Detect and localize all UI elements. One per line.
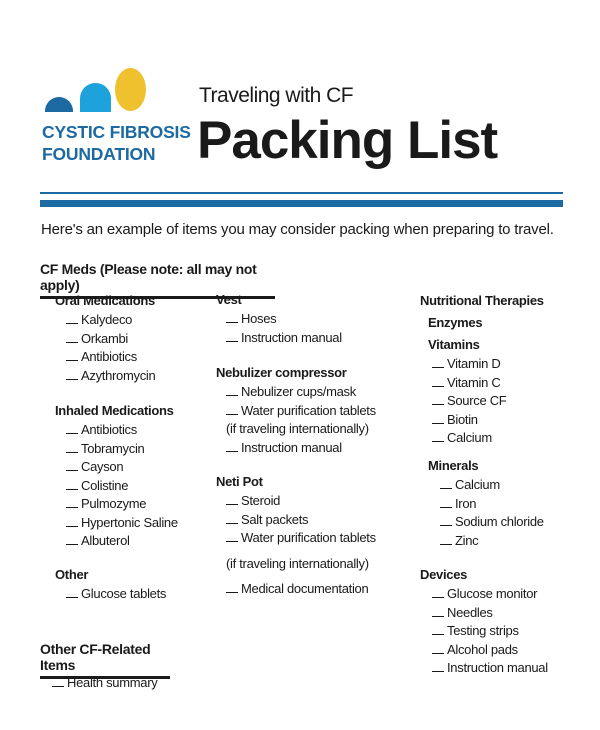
- checklist-item-label: Testing strips: [447, 623, 519, 638]
- group-nebulizer: [216, 365, 376, 458]
- checklist-item[interactable]: [216, 403, 376, 422]
- checklist-item-label: Medical documentation: [241, 581, 369, 596]
- subtitle: Traveling with CF: [199, 84, 354, 107]
- checklist-item-label: Calcium: [455, 477, 500, 492]
- checkbox-blank-line[interactable]: [432, 412, 444, 424]
- checklist-item[interactable]: [420, 477, 544, 496]
- checklist-item[interactable]: [216, 311, 342, 330]
- group-heading: Minerals: [428, 458, 479, 473]
- group-heading: Vest: [216, 292, 242, 307]
- group-vest: [216, 292, 342, 348]
- checklist-item-label: Glucose monitor: [447, 586, 538, 601]
- checkbox-blank-line[interactable]: [66, 422, 78, 434]
- group-health: [52, 675, 157, 694]
- checklist-item[interactable]: [55, 515, 178, 534]
- checklist-item[interactable]: [55, 478, 178, 497]
- checklist-item[interactable]: [216, 530, 376, 549]
- checklist-item[interactable]: [55, 586, 166, 605]
- logo-text: [42, 121, 191, 165]
- other-cf-items-heading: Other CF-Related Items: [40, 641, 170, 679]
- checkbox-blank-line[interactable]: [432, 375, 444, 387]
- checkbox-blank-line[interactable]: [432, 660, 444, 672]
- checklist-item-label: Zinc: [455, 532, 479, 548]
- checklist-item-label: Alcohol pads: [447, 641, 518, 657]
- group-vitamins: [420, 337, 506, 449]
- group-heading: Enzymes: [428, 315, 483, 330]
- checklist-item[interactable]: [420, 496, 544, 515]
- logo-line2: FOUNDATION: [42, 144, 156, 164]
- checklist-item-label: Needles: [447, 604, 493, 620]
- checkbox-blank-line[interactable]: [66, 586, 78, 598]
- checklist-item-label: Vitamin C: [447, 374, 501, 390]
- checklist-item[interactable]: [55, 496, 178, 515]
- group-heading: Other: [55, 567, 89, 582]
- checkbox-blank-line[interactable]: [226, 440, 238, 452]
- checklist-item-label: Vitamin D: [447, 356, 501, 371]
- checklist-item-label: Sodium chloride: [455, 514, 544, 529]
- checkbox-blank-line[interactable]: [226, 311, 238, 323]
- group-heading: Inhaled Medications: [55, 403, 174, 418]
- group-heading: Devices: [420, 567, 468, 582]
- checklist-item-label: Biotin: [447, 411, 478, 427]
- checklist-item[interactable]: [55, 533, 178, 552]
- group-minerals: [420, 458, 544, 551]
- intro-text: Here's an example of items you may consider packing when preparing to travel.: [41, 221, 554, 238]
- checkbox-blank-line[interactable]: [226, 330, 238, 342]
- checklist-item-label: Hoses: [241, 311, 277, 326]
- checklist-item-label: Antibiotics: [81, 422, 137, 437]
- checklist-item-label: Antibiotics: [81, 349, 137, 364]
- checklist-item[interactable]: [420, 412, 506, 431]
- checkbox-blank-line[interactable]: [66, 441, 78, 453]
- checklist-item[interactable]: [216, 512, 376, 531]
- checkbox-blank-line[interactable]: [226, 493, 238, 505]
- checklist-item-label: Steroid: [241, 493, 281, 508]
- checklist-item-label: Water purification tablets: [241, 530, 376, 545]
- checkbox-blank-line[interactable]: [66, 349, 78, 361]
- checkbox-blank-line[interactable]: [226, 530, 238, 542]
- divider-thin: [40, 192, 563, 194]
- checklist-item[interactable]: [420, 375, 506, 394]
- checklist-item-label: Glucose tablets: [81, 586, 167, 601]
- checklist-item-label: Source CF: [447, 393, 507, 408]
- checkbox-blank-line[interactable]: [66, 459, 78, 471]
- checklist-item-label: Colistine: [81, 477, 129, 493]
- checklist-item-note: [216, 556, 376, 575]
- checkbox-blank-line[interactable]: [66, 478, 78, 490]
- group-devices: [420, 567, 548, 679]
- checklist-item-label: Instruction manual: [447, 660, 548, 675]
- divider-thick: [40, 200, 563, 207]
- logo-yellow-circle: [115, 68, 146, 111]
- checklist-item-label: Iron: [455, 495, 477, 511]
- checkbox-blank-line[interactable]: [226, 581, 238, 593]
- checklist-item-note: [216, 421, 376, 440]
- checkbox-blank-line[interactable]: [440, 496, 452, 508]
- checklist-item[interactable]: [216, 493, 376, 512]
- checklist-item[interactable]: [216, 581, 376, 600]
- checkbox-blank-line[interactable]: [432, 605, 444, 617]
- checkbox-blank-line[interactable]: [66, 331, 78, 343]
- checkbox-blank-line[interactable]: [66, 368, 78, 380]
- checklist-item[interactable]: [420, 356, 506, 375]
- group-heading: Vitamins: [428, 337, 480, 352]
- group-other: [55, 567, 166, 605]
- checklist-item[interactable]: [55, 422, 178, 441]
- checklist-item[interactable]: [420, 586, 548, 605]
- checklist-item[interactable]: [420, 514, 544, 533]
- checklist-item[interactable]: [420, 642, 548, 661]
- logo-dark-blue-semicircle: [45, 97, 73, 112]
- checklist-item[interactable]: [55, 331, 155, 350]
- checklist-item-label: Albuterol: [81, 533, 130, 548]
- checklist-item-label: Instruction manual: [241, 439, 342, 455]
- checkbox-blank-line[interactable]: [66, 312, 78, 324]
- checkbox-blank-line[interactable]: [440, 533, 452, 545]
- checklist-item-label: Tobramycin: [81, 440, 145, 456]
- group-oral: [55, 293, 155, 386]
- checklist-item-label: Health summary: [67, 675, 158, 690]
- group-nutritional: [420, 293, 544, 312]
- checkbox-blank-line[interactable]: [52, 675, 64, 687]
- checklist-item[interactable]: [55, 312, 155, 331]
- checkbox-blank-line[interactable]: [226, 384, 238, 396]
- checklist-item[interactable]: [420, 533, 544, 552]
- checklist-item[interactable]: [420, 660, 548, 679]
- group-heading: Oral Medications: [55, 293, 155, 308]
- group-heading: Nebulizer compressor: [216, 365, 347, 380]
- checklist-item[interactable]: [420, 430, 506, 449]
- checkbox-blank-line[interactable]: [226, 403, 238, 415]
- checklist-item-label: Salt packets: [241, 511, 309, 527]
- checklist-item[interactable]: [420, 605, 548, 624]
- checklist-item[interactable]: [52, 675, 157, 694]
- group-neti: [216, 474, 376, 600]
- checkbox-blank-line[interactable]: [432, 586, 444, 598]
- logo-light-blue-dome: [80, 83, 111, 112]
- checklist-item[interactable]: [55, 459, 178, 478]
- checklist-item[interactable]: [55, 349, 155, 368]
- checklist-item[interactable]: [216, 440, 376, 459]
- checkbox-blank-line[interactable]: [440, 477, 452, 489]
- checkbox-blank-line[interactable]: [440, 514, 452, 526]
- checkbox-blank-line[interactable]: [226, 512, 238, 524]
- checklist-item[interactable]: [420, 623, 548, 642]
- cf-meds-heading: CF Meds (Please note: all may not apply): [40, 261, 275, 299]
- checklist-item-label: Pulmozyme: [81, 496, 147, 511]
- checkbox-blank-line[interactable]: [66, 496, 78, 508]
- group-inhaled: [55, 403, 178, 552]
- checklist-item[interactable]: [55, 368, 155, 387]
- checklist-item-label: Water purification tablets: [241, 402, 376, 418]
- checkbox-blank-line[interactable]: [66, 533, 78, 545]
- checklist-item-label: Orkambi: [81, 330, 129, 346]
- checklist-item[interactable]: [216, 330, 342, 349]
- checkbox-blank-line[interactable]: [432, 393, 444, 405]
- checklist-item-label: Nebulizer cups/mask: [241, 384, 356, 399]
- checklist-item-label: Calcium: [447, 430, 492, 445]
- checkbox-blank-line[interactable]: [66, 515, 78, 527]
- logo-line1: CYSTIC FIBROSIS: [42, 122, 191, 142]
- checklist-item-label: Kalydeco: [81, 312, 133, 327]
- checkbox-blank-line[interactable]: [432, 356, 444, 368]
- checklist-item[interactable]: [216, 384, 376, 403]
- checkbox-blank-line[interactable]: [432, 642, 444, 654]
- checklist-item[interactable]: [55, 441, 178, 460]
- checklist-item-label: Hypertonic Saline: [81, 514, 178, 530]
- group-heading: Nutritional Therapies: [420, 293, 544, 308]
- checklist-item-label: (if traveling internationally): [226, 555, 369, 571]
- checklist-item-label: Instruction manual: [241, 329, 342, 345]
- group-heading: Neti Pot: [216, 474, 263, 489]
- checklist-item-label: Cayson: [81, 459, 124, 474]
- checklist-item[interactable]: [420, 393, 506, 412]
- checklist-item-label: Azythromycin: [81, 367, 156, 383]
- checkbox-blank-line[interactable]: [432, 623, 444, 635]
- group-enzymes: [420, 315, 482, 334]
- checkbox-blank-line[interactable]: [432, 430, 444, 442]
- page-title: Packing List: [197, 111, 498, 170]
- checklist-item-label: (if traveling internationally): [226, 421, 369, 436]
